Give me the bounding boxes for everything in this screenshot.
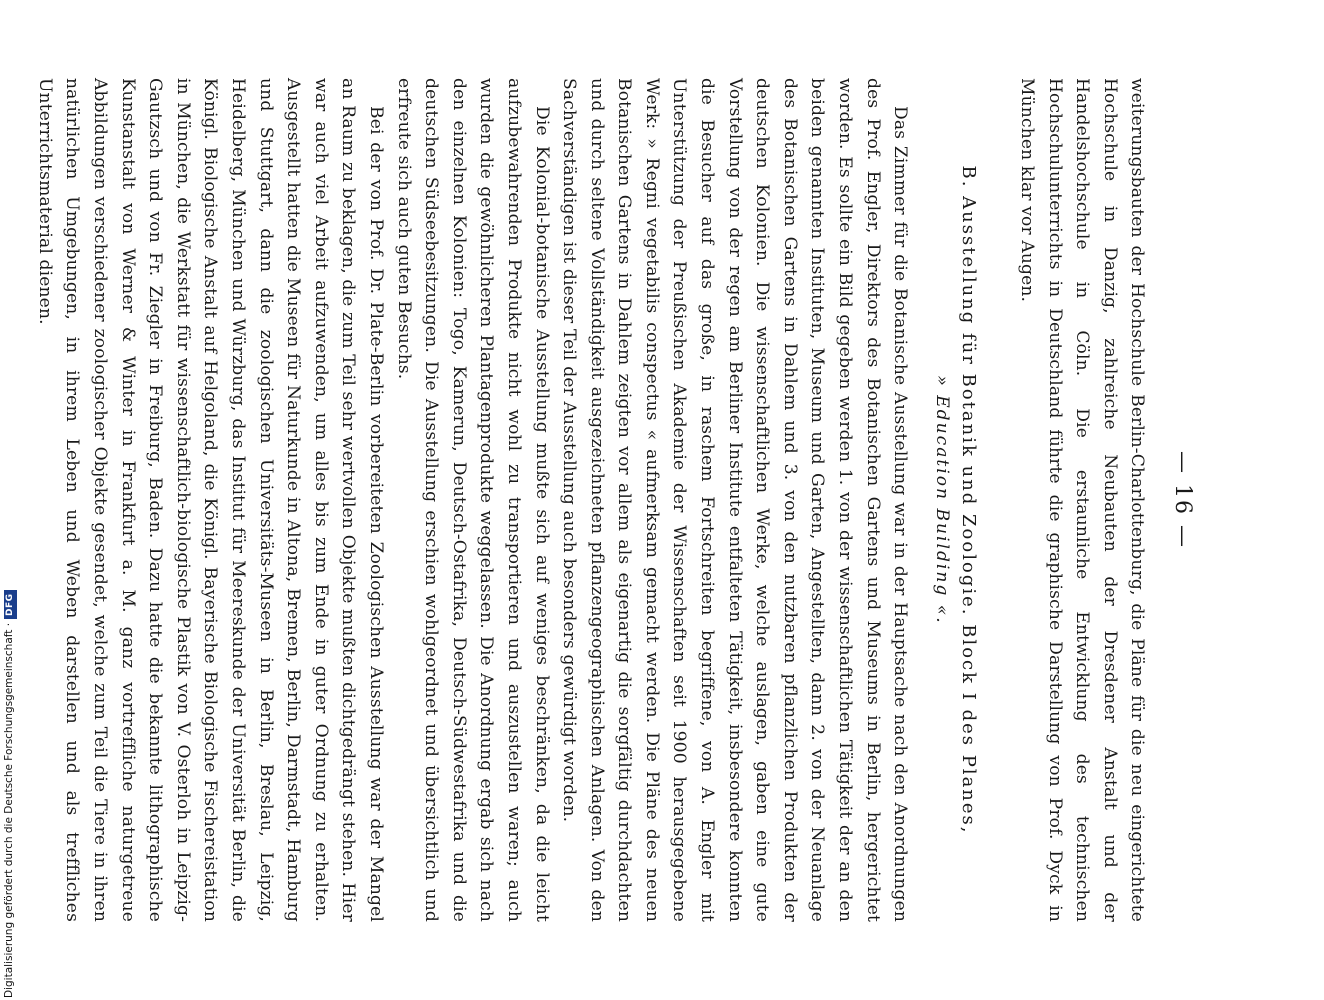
section-heading: B. Ausstellung für Botanik und Zoologie. Block I des Planes, [958, 165, 980, 835]
scanned-page [34, 40, 1210, 960]
attribution-label: Digitalisierung gefördert durch die Deutsche Forschungsgemeinschaft · [3, 622, 15, 998]
intro-paragraph: weiterungsbauten der Hochschule Berlin-Charlottenburg, die Pläne für die neu eingerichtete Hochschule in Danzig, zahlreiche Neubauten der Dresdener Anstalt und der Handelshochschule in Cöln. Die erstaunliche Entwicklung des technischen Hochschulunterrichts in Deutschland führte die graphische Darstellung von Prof. Dyck in München klar vor Augen. [1017, 78, 1148, 922]
attribution-text-line [3, 590, 17, 998]
digitization-attribution [0, 0, 22, 1000]
body-paragraph-colonial-botany: Die Kolonial-botanische Ausstellung mußte sich auf weniges beschränken, da die leicht aufzubewahrenden Produkte nicht wohl zu transportieren und auszustellen waren; auch wurden die gewöhnlicheren Plantagenprodukte weggelassen. Die Anordnung ergab sich nach den einzelnen Kolonien: Togo, Kamerun, Deutsch-Ostafrika, Deutsch-Südwestafrika und die deutschen Südseebesitzungen. Die Ausstellung erschien wohlgeordnet und übersichtlich und erfreute sich auch guten Besuchs. [393, 78, 552, 922]
body-paragraph-botany: Das Zimmer für die Botanische Ausstellung war in der Hauptsache nach den Anordnungen des Prof. Engler, Direktors des Botanischen Gartens und Museums in Berlin, hergerichtet worden. Es sollte ein Bild gegeben werden 1. von der wissenschaftlichen Tätigkeit der an den beiden genannten Instituten, Museum und Garten, Angestellten, dann 2. von der Neuanlage des Botanischen Gartens in Dahlem und 3. von den nutzbaren pflanzlichen Produkten der deutschen Kolonien. Die wissenschaftlichen Werke, welche auslagen, gaben eine gute Vorstellung von der regen am Berliner Institute entfalteten Tätigkeit, insbesondere konnten die Besucher auf das große, in raschem Fortschreiten begriffene, von A. Engler mit Unterstützung der Preußischen Akademie der Wissenschaften seit 1900 herausgegebene Werk: » Regni vegetabilis conspectus « aufmerksam gemacht werden. Die Pläne des neuen Botanischen Gartens in Dahlem zeigten vor allem als eigenartig die sorgfältig durchdachten und durch seltene Vollständigkeit ausgezeichneten pflanzengeographischen Anlagen. Von den Sachverständigen ist dieser Teil der Ausstellung auch besonders gewürdigt worden. [559, 78, 911, 922]
dfg-logo: DFG [4, 590, 17, 619]
page-number: — 16 — [1170, 451, 1195, 549]
section-subheading: » Education Building «. [931, 375, 952, 625]
body-paragraph-zoology: Bei der von Prof. Dr. Plate-Berlin vorbereiteten Zoologischen Ausstellung war der Mangel an Raum zu beklagen, die zum Teil sehr wertvollen Objekte mußten dichtgedrängt stehen. Hier war auch viel Arbeit aufzuwenden, um alles bis zum Ende in guter Ordnung zu erhalten. Ausgestellt hatten die Museen für Naturkunde in Altona, Bremen, Berlin, Darmstadt, Hamburg und Stuttgart, dann die zoologischen Universitäts-Museen in Berlin, Breslau, Leipzig, Heidelberg, München und Würzburg, das Institut für Meereskunde der Universität Berlin, die Königl. Biologische Anstalt auf Helgoland, die Königl. Bayerische Biologische Fischereistation in München, die Werkstatt für wissenschaftlich-biologische Plastik von V. Osterloh in Leipzig-Gautzsch und von Fr. Ziegler in Freiburg, Baden. Dazu hatte die bekannte lithographische Kunstanstalt von Werner & Winter in Frankfurt a. M. ganz vortreffliche naturgetreue Abbildungen verschiedener zoologischer Objekte gesendet, welche zum Teil die Tiere in ihren natürlichen Umgebungen, in ihrem Leben und Weben darstellen und als treffliches Unterrichtsmaterial dienen. [34, 78, 386, 922]
